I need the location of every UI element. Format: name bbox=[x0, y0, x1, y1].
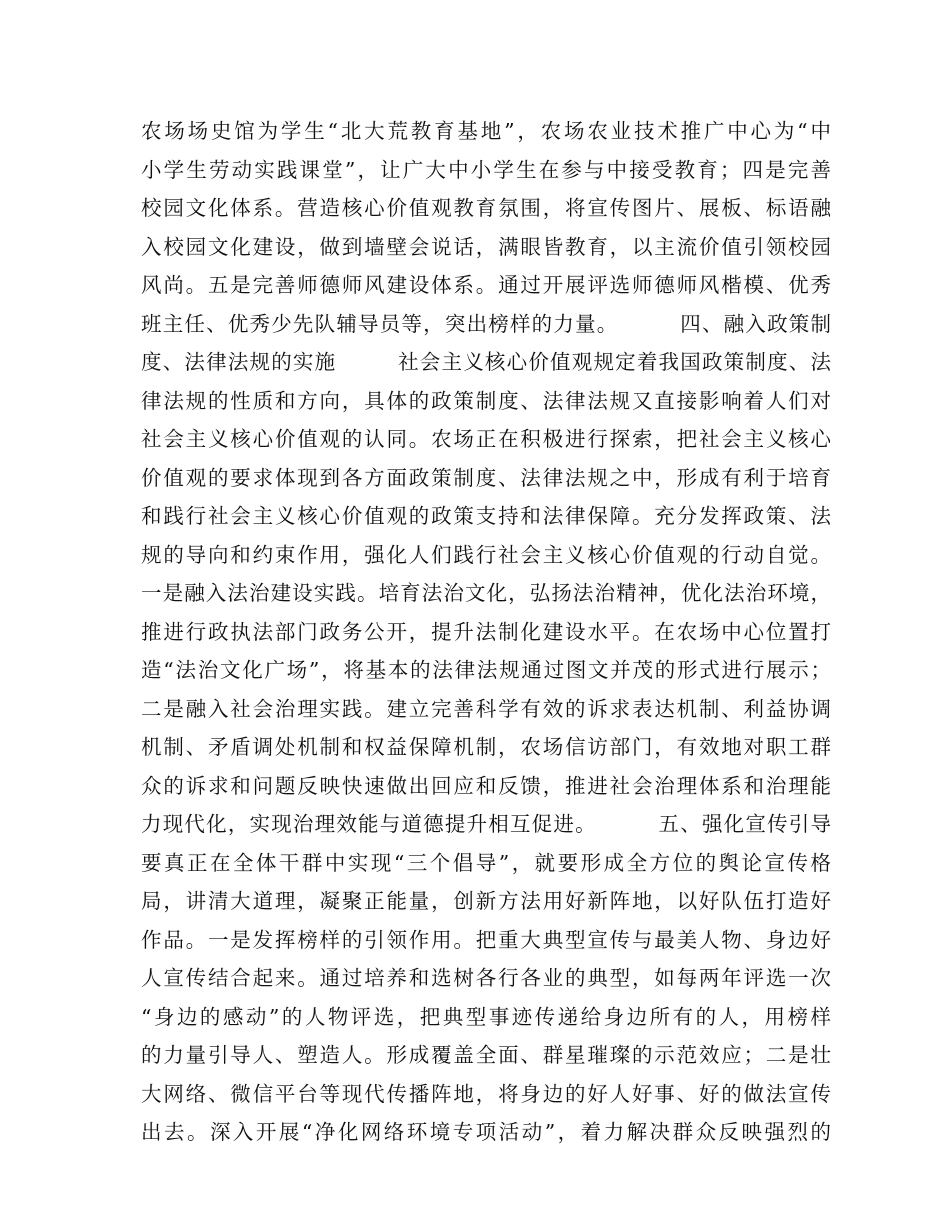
text-line: 农场场史馆为学生“北大荒教育基地”，农场农业技术推广中心为“中 bbox=[141, 119, 831, 143]
text-line: 入校园文化建设，做到墙壁会说话，满眼皆教育，以主流价值引领校园 bbox=[141, 234, 831, 259]
text-line: 局，讲清大道理，凝聚正能量，创新方法用好新阵地，以好队伍打造好 bbox=[141, 889, 831, 913]
text-line: 大网络、微信平台等现代传播阵地，将身边的好人好事、好的做法宣传 bbox=[141, 1081, 831, 1106]
text-line: 力现代化，实现治理效能与道德提升相互促进。 五、强化宣传引导 bbox=[141, 812, 831, 836]
text-line: 作品。一是发挥榜样的引领作用。把重大典型宣传与最美人物、身边好 bbox=[141, 927, 831, 952]
text-line: 风尚。五是完善师德师风建设体系。通过开展评选师德师风楷模、优秀 bbox=[141, 273, 831, 297]
text-line: 二是融入社会治理实践。建立完善科学有效的诉求表达机制、利益协调 bbox=[141, 696, 831, 721]
text-line: 推进行政执法部门政务公开，提升法制化建设水平。在农场中心位置打 bbox=[141, 619, 831, 644]
text-line: 小学生劳动实践课堂”，让广大中小学生在参与中接受教育；四是完善 bbox=[141, 157, 831, 182]
text-line: 机制、矛盾调处机制和权益保障机制，农场信访部门，有效地对职工群 bbox=[141, 735, 831, 759]
text-line: 造“法治文化广场”，将基本的法律法规通过图文并茂的形式进行展示； bbox=[141, 658, 831, 682]
text-line: 众的诉求和问题反映快速做出回应和反馈，推进社会治理体系和治理能 bbox=[141, 773, 831, 798]
text-line: 人宣传结合起来。通过培养和选树各行各业的典型，如每两年评选一次 bbox=[141, 966, 831, 990]
text-line: 班主任、优秀少先队辅导员等，突出榜样的力量。 四、融入政策制 bbox=[141, 311, 831, 336]
text-line: 出去。深入开展“净化网络环境专项活动”，着力解决群众反映强烈的 bbox=[141, 1120, 831, 1144]
body-text bbox=[141, 112, 831, 1152]
text-line: 的力量引导人、塑造人。形成覆盖全面、群星璀璨的示范效应；二是壮 bbox=[141, 1043, 831, 1067]
text-line: 度、法律法规的实施 社会主义核心价值观规定着我国政策制度、法 bbox=[141, 350, 831, 374]
text-line: 和践行社会主义核心价值观的政策支持和法律保障。充分发挥政策、法 bbox=[141, 504, 831, 528]
text-line: 价值观的要求体现到各方面政策制度、法律法规之中，形成有利于培育 bbox=[141, 465, 831, 490]
text-line: 社会主义核心价值观的认同。农场正在积极进行探索，把社会主义核心 bbox=[141, 427, 831, 451]
text-line: 一是融入法治建设实践。培育法治文化，弘扬法治精神，优化法治环境， bbox=[141, 581, 831, 605]
text-line: 律法规的性质和方向，具体的政策制度、法律法规又直接影响着人们对 bbox=[141, 388, 831, 413]
text-line: “身边的感动”的人物评选，把典型事迹传递给身边所有的人，用榜样 bbox=[141, 1004, 831, 1029]
text-line: 规的导向和约束作用，强化人们践行社会主义核心价值观的行动自觉。 bbox=[141, 542, 831, 567]
text-line: 校园文化体系。营造核心价值观教育氛围，将宣传图片、展板、标语融 bbox=[141, 196, 831, 220]
text-line: 要真正在全体干群中实现“三个倡导”，就要形成全方位的舆论宣传格 bbox=[141, 850, 831, 875]
